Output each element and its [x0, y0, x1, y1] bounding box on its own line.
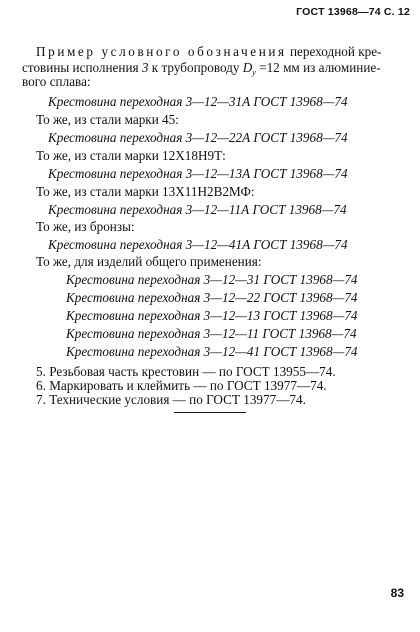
- note-steel-45: То же, из стали марки 45:: [36, 112, 179, 127]
- section-divider: [174, 412, 246, 413]
- note-steel-12x18n9t: То же, из стали марки 12Х18Н9Т:: [36, 148, 226, 163]
- note-steel-13x11: То же, из стали марки 13Х11Н2В2МФ:: [36, 184, 255, 199]
- designation-22: Крестовина переходная 3—12—22 ГОСТ 13968—74: [66, 290, 358, 305]
- page-header: ГОСТ 13968—74 С. 12: [296, 6, 410, 18]
- intro-line-1: Пример условного обозначения переходной кре-: [36, 44, 382, 59]
- designation-31: Крестовина переходная 3—12—31 ГОСТ 13968—74: [66, 272, 358, 287]
- designation-11: Крестовина переходная 3—12—11 ГОСТ 13968—74: [66, 326, 357, 341]
- intro-line-3: вого сплава:: [22, 74, 91, 89]
- designation-13a: Крестовина переходная 3—12—13А ГОСТ 13968—74: [48, 166, 348, 181]
- intro-line-2: стовины исполнения 3 к трубопроводу $D_у =12$ мм из алюминие-: [22, 60, 381, 77]
- clause-5: 5. Резьбовая часть крестовин — по ГОСТ 13955—74.: [36, 364, 336, 379]
- note-general-use: То же, для изделий общего применения:: [36, 254, 262, 269]
- designation-41a: Крестовина переходная 3—12—41А ГОСТ 13968—74: [48, 237, 348, 252]
- clause-6: 6. Маркировать и клеймить — по ГОСТ 13977—74.: [36, 378, 327, 393]
- note-bronze: То же, из бронзы:: [36, 219, 135, 234]
- designation-11a: Крестовина переходная 3—12—11А ГОСТ 13968—74: [48, 202, 347, 217]
- designation-41: Крестовина переходная 3—12—41 ГОСТ 13968—74: [66, 344, 358, 359]
- intro-heading: Пример условного обозначения: [36, 44, 287, 59]
- designation-31a: Крестовина переходная 3—12—31А ГОСТ 13968—74: [48, 94, 348, 109]
- designation-13: Крестовина переходная 3—12—13 ГОСТ 13968—74: [66, 308, 358, 323]
- clause-7: 7. Технические условия — по ГОСТ 13977—74.: [36, 392, 306, 407]
- page-number: 83: [390, 586, 404, 600]
- designation-22a: Крестовина переходная 3—12—22А ГОСТ 13968—74: [48, 130, 348, 145]
